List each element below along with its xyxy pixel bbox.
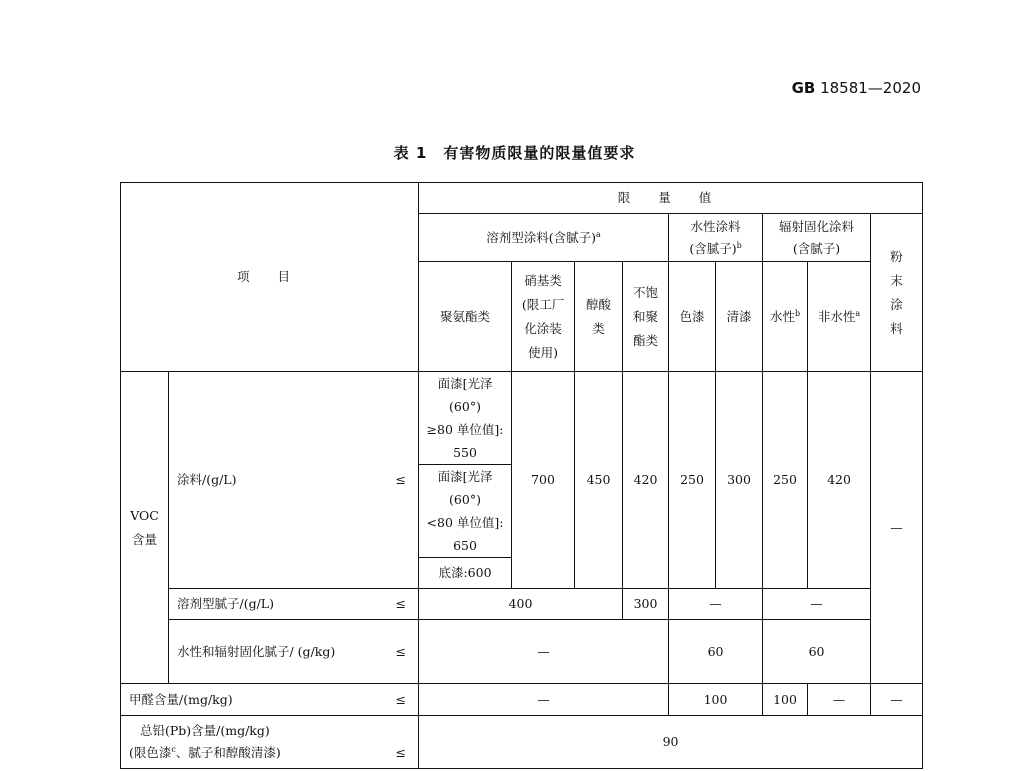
wr-putty-label: 水性和辐射固化腻子/ (g/kg) ≤ <box>169 620 419 684</box>
formaldehyde-powder-value: — <box>871 684 923 716</box>
col-non-waterborne: 非水性$^a$ <box>808 262 871 372</box>
limit-header: 限 量 值 <box>419 183 923 214</box>
coating-alkyd-value: 450 <box>575 372 623 589</box>
solvent-putty-water-value: — <box>669 589 763 620</box>
coating-clear-value: 300 <box>716 372 763 589</box>
wr-putty-radiation-value: 60 <box>763 620 871 684</box>
pu-topcoat-low-gloss: 面漆[光泽 (60°) <80 单位值]: 650 <box>419 465 512 558</box>
col-colored-paint: 色漆 <box>669 262 716 372</box>
col-polyurethane: 聚氨酯类 <box>419 262 512 372</box>
table-label: 表 1 <box>393 144 428 162</box>
solvent-group-header: 溶剂型涂料(含腻子)$^a$ <box>419 214 669 262</box>
limits-table <box>120 182 923 769</box>
lead-label: 总铅(Pb)含量/(mg/kg) (限色漆$^c$、腻子和醇酸清漆) ≤ <box>121 716 419 769</box>
col-clear-paint: 清漆 <box>716 262 763 372</box>
lead-value: 90 <box>419 716 923 769</box>
formaldehyde-solvent-value: — <box>419 684 669 716</box>
radiation-group-header: 辐射固化涂料 (含腻子) <box>763 214 871 262</box>
powder-header: 粉 末 涂 料 <box>871 214 923 372</box>
formaldehyde-water-value: 100 <box>669 684 763 716</box>
col-waterborne: 水性$^b$ <box>763 262 808 372</box>
coating-colored-value: 250 <box>669 372 716 589</box>
pu-primer: 底漆:600 <box>419 558 512 589</box>
item-header: 项 目 <box>121 183 419 372</box>
water-group-header: 水性涂料 (含腻子)$^b$ <box>669 214 763 262</box>
solvent-putty-solvent-value: 400 <box>419 589 623 620</box>
table-title <box>0 142 1029 163</box>
wr-putty-solvent-value: — <box>419 620 669 684</box>
standard-prefix: GB <box>791 79 816 97</box>
solvent-putty-radiation-value: — <box>763 589 871 620</box>
solvent-putty-unsat-value: 300 <box>623 589 669 620</box>
pu-topcoat-high-gloss: 面漆[光泽 (60°) ≥80 单位值]: 550 <box>419 372 512 465</box>
col-unsaturated-polyester: 不饱 和聚 酯类 <box>623 262 669 372</box>
formaldehyde-nonwater-value: — <box>808 684 871 716</box>
table-caption: 有害物质限量的限量值要求 <box>443 144 636 162</box>
voc-powder-value: — <box>871 372 923 684</box>
col-nitro: 硝基类 (限工厂 化涂装 使用) <box>512 262 575 372</box>
formaldehyde-waterborne-value: 100 <box>763 684 808 716</box>
coating-waterborne-value: 250 <box>763 372 808 589</box>
solvent-putty-label: 溶剂型腻子/(g/L) ≤ <box>169 589 419 620</box>
coating-nitro-value: 700 <box>512 372 575 589</box>
formaldehyde-label: 甲醛含量/(mg/kg) ≤ <box>121 684 419 716</box>
coating-nonwater-value: 420 <box>808 372 871 589</box>
wr-putty-water-value: 60 <box>669 620 763 684</box>
coating-label: 涂料/(g/L) ≤ <box>169 372 419 589</box>
standard-number <box>760 79 921 97</box>
standard-code: 18581—2020 <box>820 79 921 97</box>
coating-unsat-value: 420 <box>623 372 669 589</box>
col-alkyd: 醇酸 类 <box>575 262 623 372</box>
voc-label: VOC 含量 <box>121 372 169 684</box>
